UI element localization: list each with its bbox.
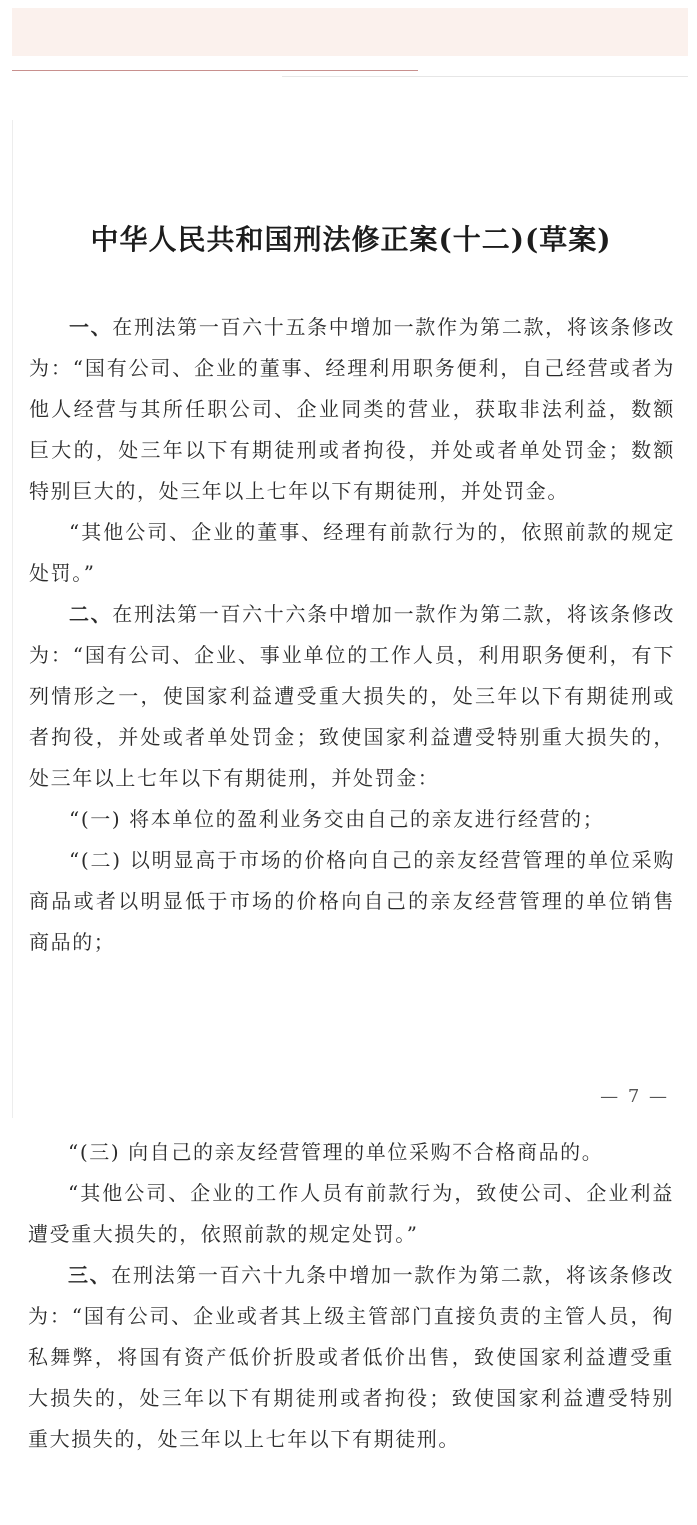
- paragraph-text: “(一) 将本单位的盈利业务交由自己的亲友进行经营的；: [69, 807, 605, 831]
- document-page: [12, 120, 689, 1118]
- paragraph-text: 在刑法第一百六十六条中增加一款作为第二款，将该条修改为：“国有公司、企业、事业单位的工作人员，利用职务便利，有下列情形之一，使国家利益遭受重大损失的，处三年以下有期徒刑或者拘役，并处或者单处罚金；致使国家利益遭受特别重大损失的，处三年以上七年以下有期徒刑，并处罚金：: [29, 602, 675, 790]
- document-body: [28, 1132, 674, 1460]
- paragraph: [28, 1132, 674, 1173]
- paragraph: [28, 1255, 674, 1460]
- paragraph: [28, 1173, 674, 1255]
- paragraph-text: 在刑法第一百六十九条中增加一款作为第二款，将该条修改为：“国有公司、企业或者其上级主管部门直接负责的主管人员，徇私舞弊，将国有资产低价折股或者低价出售，致使国家利益遭受重大损失的，处三年以下有期徒刑或者拘役；致使国家利益遭受特别重大损失的，处三年以上七年以下有期徒刑。: [28, 1263, 674, 1451]
- paragraph: [29, 799, 675, 840]
- paragraph: [29, 594, 675, 799]
- paragraph-text: “(三) 向自己的亲友经营管理的单位采购不合格商品的。: [68, 1140, 604, 1164]
- paragraph: [29, 307, 675, 512]
- document-title: 中华人民共和国刑法修正案(十二)(草案): [90, 223, 612, 256]
- paragraph-text: “其他公司、企业的工作人员有前款行为，致使公司、企业利益遭受重大损失的，依照前款的规定处罚。”: [28, 1181, 674, 1246]
- paragraph-text: “其他公司、企业的董事、经理有前款行为的，依照前款的规定处罚。”: [29, 520, 675, 585]
- divider-line-secondary: [282, 76, 688, 77]
- paragraph-text: 在刑法第一百六十五条中增加一款作为第二款，将该条修改为：“国有公司、企业的董事、经理利用职务便利，自己经营或者为他人经营与其所任职公司、企业同类的营业，获取非法利益，数额巨大的，处三年以下有期徒刑或者拘役，并处或者单处罚金；数额特别巨大的，处三年以上七年以下有期徒刑，并处罚金。: [29, 315, 675, 503]
- top-banner: [12, 8, 688, 56]
- document-body: [29, 307, 675, 963]
- document-page-next: [12, 1130, 688, 1525]
- paragraph-text: “(二) 以明显高于市场的价格向自己的亲友经营管理的单位采购商品或者以明显低于市场的价格向自己的亲友经营管理的单位销售商品的；: [29, 848, 675, 954]
- clause-number: 一、: [69, 315, 113, 339]
- clause-number: 三、: [68, 1263, 112, 1287]
- paragraph: [29, 512, 675, 594]
- divider-line: [12, 70, 418, 71]
- clause-number: 二、: [69, 602, 113, 626]
- paragraph: [29, 840, 675, 963]
- page-number: — 7 —: [600, 1086, 669, 1107]
